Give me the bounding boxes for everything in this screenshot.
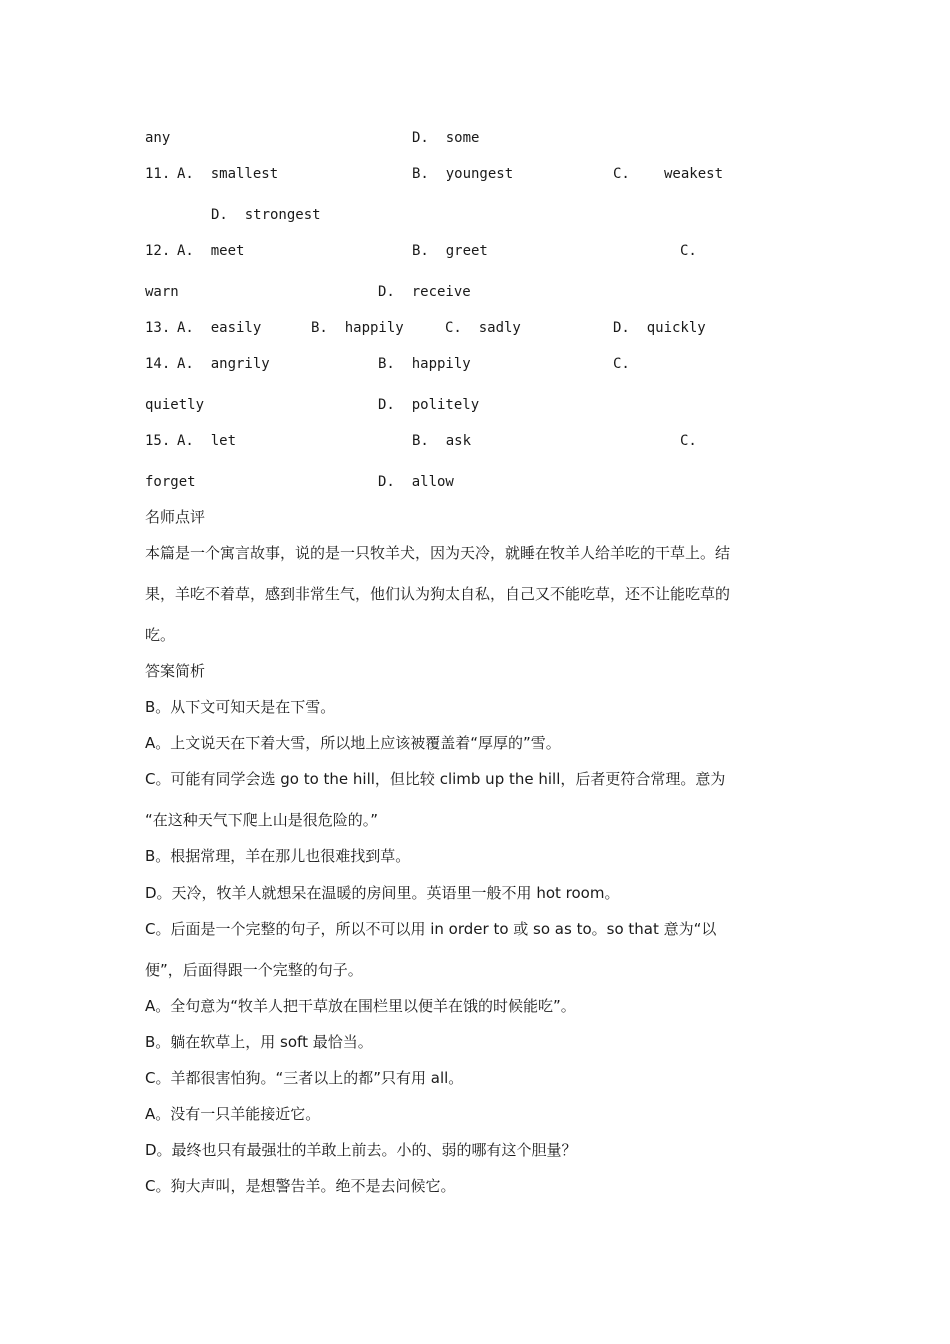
q15-option-c-letter: C.: [680, 433, 697, 449]
q11-option-a: A. smallest: [177, 166, 279, 182]
q12-option-a: A. meet: [177, 243, 245, 259]
q11-option-c-word: weakest: [664, 166, 724, 182]
q13-option-a: A. easily: [177, 320, 262, 336]
q12-option-b: B. greet: [412, 243, 488, 259]
q15-option-c-word: forget: [145, 474, 196, 490]
q14-option-c-word: quietly: [145, 397, 205, 413]
q14-option-a: A. angrily: [177, 356, 270, 372]
q11-option-b: B. youngest: [412, 166, 514, 182]
answer-line-cont: 便”，后面得跟一个完整的句子。: [145, 961, 363, 979]
q12-number: 12.: [145, 243, 171, 259]
q12-option-c-letter: C.: [680, 243, 697, 259]
answer-line: D。最终也只有最强壮的羊敢上前去。小的、弱的哪有这个胆量？: [145, 1141, 577, 1159]
answer-line: A。全句意为“牧羊人把干草放在围栏里以便羊在饿的时候能吃”。: [145, 997, 576, 1015]
q15-option-a: A. let: [177, 433, 237, 449]
answer-line-cont: “在这种天气下爬上山是很危险的。”: [145, 811, 379, 829]
review-heading: 名师点评: [145, 508, 206, 526]
q11-number: 11.: [145, 166, 171, 182]
q11-option-d: D. strongest: [211, 207, 321, 223]
q13-option-c: C. sadly: [445, 320, 521, 336]
answer-line: C。可能有同学会选 go to the hill，但比较 climb up the hill，后者更符合常理。意为: [145, 770, 726, 788]
review-line-2: 果，羊吃不着草，感到非常生气，他们认为狗太自私，自己又不能吃草，还不让能吃草的: [145, 585, 731, 603]
review-line-3: 吃。: [145, 626, 176, 644]
answer-line: B。从下文可知天是在下雪。: [145, 698, 336, 716]
q11-option-c-letter: C.: [613, 166, 630, 182]
answers-heading: 答案简析: [145, 662, 206, 680]
q12-option-d: D. receive: [378, 284, 471, 300]
answer-line: B。根据常理，羊在那儿也很难找到草。: [145, 847, 411, 865]
answer-line: D。天冷，牧羊人就想呆在温暖的房间里。英语里一般不用 hot room。: [145, 884, 620, 902]
q13-option-b: B. happily: [311, 320, 404, 336]
q14-option-b: B. happily: [378, 356, 471, 372]
answer-line: B。躺在软草上，用 soft 最恰当。: [145, 1033, 373, 1051]
answer-line: A。没有一只羊能接近它。: [145, 1105, 321, 1123]
q15-option-d: D. allow: [378, 474, 454, 490]
q14-option-c-letter: C.: [613, 356, 630, 372]
answer-line: C。狗大声叫，是想警告羊。绝不是去问候它。: [145, 1177, 456, 1195]
answer-line: A。上文说天在下着大雪，所以地上应该被覆盖着“厚厚的”雪。: [145, 734, 561, 752]
answer-line: C。后面是一个完整的句子，所以不可以用 in order to 或 so as to。so that 意为“以: [145, 920, 717, 938]
q13-option-d: D. quickly: [613, 320, 706, 336]
q10-option-c-word: any: [145, 130, 171, 146]
review-line-1: 本篇是一个寓言故事，说的是一只牧羊犬，因为天冷，就睡在牧羊人给羊吃的干草上。结: [145, 544, 731, 562]
q14-number: 14.: [145, 356, 171, 372]
answer-line: C。羊都很害怕狗。“三者以上的都”只有用 all。: [145, 1069, 464, 1087]
q12-option-c-word: warn: [145, 284, 179, 300]
q14-option-d: D. politely: [378, 397, 480, 413]
q10-option-d: D. some: [412, 130, 480, 146]
q15-number: 15.: [145, 433, 171, 449]
q13-number: 13.: [145, 320, 171, 336]
q15-option-b: B. ask: [412, 433, 472, 449]
